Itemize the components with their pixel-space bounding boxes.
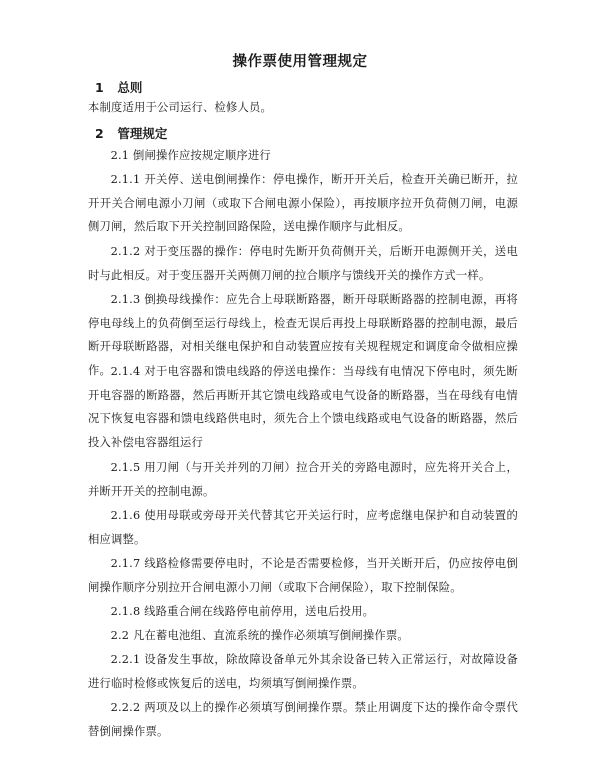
page-title: 操作票使用管理规定 [232,54,368,70]
section-heading-rules [95,124,167,142]
paragraph-2-2-2: 2.2.2 两项及以上的操作必须填写倒闸操作票。禁止用调度下达的操作命令票代替倒闸操作票。 [88,701,518,738]
section-number: 2 [95,126,104,141]
paragraph-scope: 本制度适用于公司运行、检修人员。 [88,101,272,114]
paragraph-2-1-5: 2.1.5 用刀闸（与开关并列的刀闸）拉合开关的旁路电源时，应先将开关合上，并断开开关的控制电源。 [88,461,518,498]
paragraph-2-1-3: 2.1.3 倒换母线操作：应先合上母联断路器，断开母联断路器的控制电源，再将停电母线上的负荷倒至运行母线上，检查无误后再投上母联断路器的控制电源，最后断开母联断路器，对相关继电保护和自动装置应按有关规程规定和调度命令做相应操作。 [88,293,518,377]
paragraph-2-1-7: 2.1.7 线路检修需要停电时，不论是否需要检修，当开关断开后，仍应按停电倒闸操作顺序分别拉开合闸电源小刀闸（或取下合闸保险），取下控制保险。 [88,557,518,594]
paragraph-2-2: 2.2 凡在蓄电池组、直流系统的操作必须填写倒闸操作票。 [110,629,409,642]
paragraph-2-1: 2.1 倒闸操作应按规定顺序进行 [110,149,271,162]
section-title: 总则 [117,80,143,95]
paragraph-2-1-4: 2.1.4 对于电容器和馈电线路的停送电操作：当母线有电情况下停电时，须先断开电容器的断路器，然后再断开其它馈电线路或电气设备的断路器，当在母线有电情况下恢复电容器和馈电线路供电时，须先合上个馈电线路或电气设备的断路器，然后投入补偿电容器组运行 [88,365,518,449]
paragraph-2-1-8: 2.1.8 线路重合闸在线路停电前停用，送电后投用。 [110,605,375,618]
paragraph-2-2-1: 2.2.1 设备发生事故，除故障设备单元外其余设备已转入正常运行，对故障设备进行临时检修或恢复后的送电，均须填写倒闸操作票。 [88,653,518,690]
paragraph-2-1-2: 2.1.2 对于变压器的操作：停电时先断开负荷侧开关，后断开电源侧开关，送电时与此相反。对于变压器开关两侧刀闸的拉合顺序与馈线开关的操作方式一样。 [88,245,518,282]
paragraph-2-1-1: 2.1.1 开关停、送电倒闸操作：停电操作，断开开关后，检查开关确已断开，拉开开关合闸电源小刀闸（或取下合闸电源小保险），再按顺序拉开负荷侧刀闸，电源侧刀闸，然后取下开关控制回路保险，送电操作顺序与此相反。 [88,173,518,233]
section-title: 管理规定 [117,126,168,141]
section-number: 1 [95,80,104,95]
section-heading-general [95,78,142,96]
paragraph-2-1-6: 2.1.6 使用母联或旁母开关代替其它开关运行时，应考虑继电保护和自动装置的相应调整。 [88,509,518,546]
